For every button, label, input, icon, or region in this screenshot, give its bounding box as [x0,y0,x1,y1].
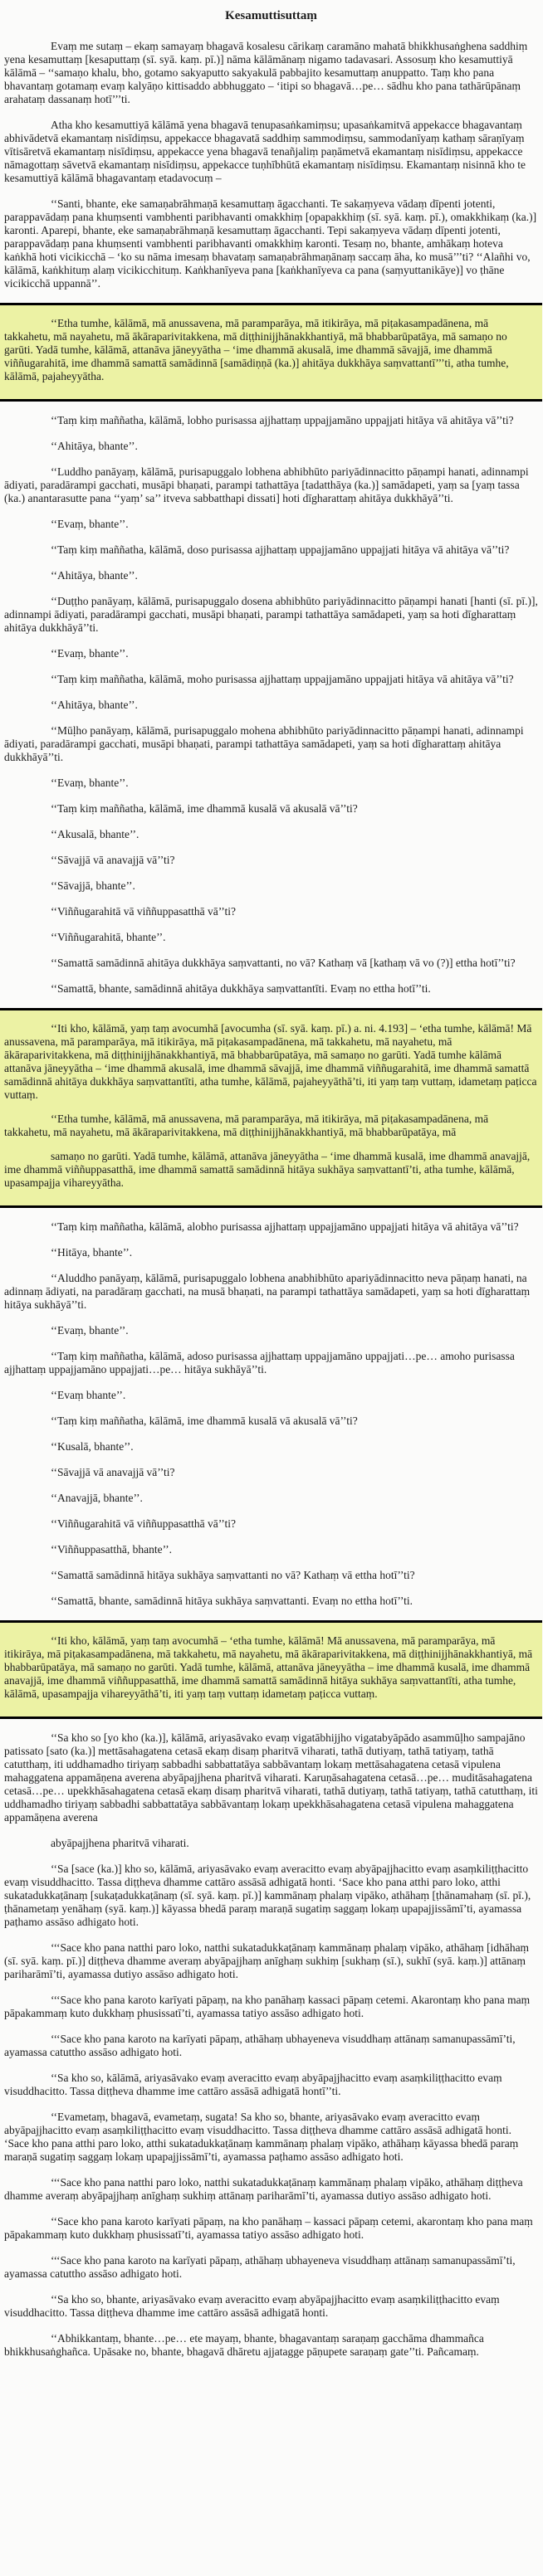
highlighted-paragraph: ‘‘Iti kho, kālāmā, yaṃ taṃ avocumhā – ‘etha tumhe, kālāmā! Mā anussavena, mā paramparāya, mā itikirāya, mā piṭakasampadānena, mā takkahetu, mā nayahetu, mā ākāraparivitakkena, mā diṭṭhinijjhānakkhantiyā, mā bhabbarūpatāya, mā samaṇo no garūti. Yadā tumhe, kālāmā, attanāva jāneyyātha – ime dhammā kusalā, ime dhammā anavajjā, ime dhammā viññuppasatthā, ime dhammā samattā samādinnā hitāya sukhāya saṃvattantīti, atha tumhe, kālāmā, upasampajja vihareyyāthā’ti, iti yaṃ taṃ vuttaṃ idametaṃ paṭicca vuttaṃ. [4,1634,533,1700]
paragraph: ‘‘Taṃ kiṃ maññatha, kālāmā, alobho purisassa ajjhattaṃ uppajjamāno uppajjati hitāya vā ahitāya vā’’ti? [51,1220,519,1233]
paragraph: ‘‘Akusalā, bhante’’. [51,828,139,840]
paragraph: ‘‘Samattā, bhante, samādinnā ahitāya dukkhāya saṃvattantīti. Evaṃ no ettha hotī’’ti. [51,982,431,995]
paragraph: ‘‘Taṃ kiṃ maññatha, kālāmā, doso purisassa ajjhattaṃ uppajjamāno uppajjati hitāya vā ahitāya vā’’ti? [51,543,510,556]
paragraph: ‘‘Viññugarahitā vā viññuppasatthā vā’’ti? [51,1517,236,1530]
paragraph: abyāpajjhena pharitvā viharati. [51,1837,189,1849]
highlighted-passage [0,1620,542,1719]
paragraph: ‘‘Evaṃ, bhante’’. [51,777,129,789]
paragraph: ‘‘Duṭṭho panāyaṃ, kālāmā, purisapuggalo dosena abhibhūto pariyādinnacitto pāṇampi hanati [hanti (sī. pī.)], adinnampi ādiyati, paradārampi gacchati, musāpi bhaṇati, parampi tathattāya samādapeti, yaṃ sa hoti dīgharattaṃ ahitāya dukkhāyā’’ti. [4,595,538,634]
paragraph: ‘‘‘Sace kho pana karoto na karīyati pāpaṃ, athāhaṃ ubhayeneva visuddhaṃ attānaṃ samanupassāmī’ti, ayamassa catuttho assāso adhigato hoti. [4,2033,516,2058]
paragraph: ‘‘Hitāya, bhante’’. [51,1246,133,1259]
paragraph: ‘‘Taṃ kiṃ maññatha, kālāmā, ime dhammā kusalā vā akusalā vā’’ti? [51,1415,358,1427]
paragraph: ‘‘Ahitāya, bhante’’. [51,440,138,452]
paragraph: ‘‘Viññugarahitā vā viññuppasatthā vā’’ti? [51,905,236,918]
paragraph: ‘‘Evaṃ, bhante’’. [51,1324,129,1337]
paragraph: ‘‘Viññugarahitā, bhante’’. [51,931,166,943]
paragraph: ‘‘Samattā samādinnā ahitāya dukkhāya saṃvattanti, no vā? Kathaṃ vā [kathaṃ vā vo (?)] ettha hotī’’ti? [51,957,516,969]
paragraph: ‘‘Sa [sace (ka.)] kho so, kālāmā, ariyasāvako evaṃ averacitto evaṃ abyāpajjhacitto evaṃ asaṃkiliṭṭhacitto evaṃ visuddhacitto. Tassa diṭṭheva dhamme cattāro assāsā adhigatā honti. ‘Sace kho pana atthi paro loko, atthi sukatadukkaṭānaṃ [sukaṭadukkaṭānaṃ (sī. syā. kaṃ. pī.)] kammānaṃ phalaṃ vipāko, athāhaṃ [ṭhānamahaṃ (sī. pī.), ṭhānametaṃ yenāhaṃ (syā. kaṃ.)] kāyassa bhedā paraṃ maraṇā sugatiṃ saggaṃ lokaṃ upapajjissāmī’ti, ayamassa paṭhamo assāso adhigato hoti. [4,1863,531,1928]
paragraph: ‘‘Taṃ kiṃ maññatha, kālāmā, adoso purisassa ajjhattaṃ uppajjamāno uppajjati…pe… amoho purisassa ajjhattaṃ uppajjamāno uppajjati…pe… hitāya sukhāyā’’ti. [4,1350,515,1376]
paragraph: ‘‘Mūḷho panāyaṃ, kālāmā, purisapuggalo mohena abhibhūto pariyādinnacitto pāṇampi hanati, adinnampi ādiyati, paradārampi gacchati, musāpi bhaṇati, parampi tathattāya samādapeti, yaṃ sa hoti dīgharattaṃ ahitāya dukkhāyā’’ti. [4,724,524,763]
paragraph: ‘‘Taṃ kiṃ maññatha, kālāmā, moho purisassa ajjhattaṃ uppajjamāno uppajjati hitāya vā ahitāya vā’’ti? [51,673,514,685]
paragraph: ‘‘Sa kho so, bhante, ariyasāvako evaṃ averacitto evaṃ abyāpajjhacitto evaṃ asaṃkiliṭṭhacitto evaṃ visuddhacitto. Tassa diṭṭheva dhamme ime cattāro assāsā adhigatā honti. [4,2293,500,2319]
paragraph: ‘‘‘Sace kho pana natthi paro loko, natthi sukatadukkaṭānaṃ kammānaṃ phalaṃ vipāko, athāhaṃ [idhāhaṃ (sī. syā. kaṃ. pī.)] diṭṭheva dhamme averaṃ abyāpajjhaṃ anīghaṃ sukhiṃ [sukhaṃ (sī.), sukhī (syā. kaṃ.)] attānaṃ pariharāmī’ti, ayamassa dutiyo assāso adhigato hoti. [4,1941,530,1980]
paragraph: ‘‘Luddho panāyaṃ, kālāmā, purisapuggalo lobhena abhibhūto pariyādinnacitto pāṇampi hanati, adinnampi ādiyati, paradārampi gacchati, musāpi bhaṇati, parampi tathattāya [tadatthāya (ka.)] samādapeti, yaṃ sa [yaṃ tassa (ka.) anantarasutte pana ‘‘yaṃ’ sa’’ itveva sabbatthapi dissati] hoti dīgharattaṃ ahitāya dukkhāyā’’ti. [4,465,529,504]
paragraph: ‘‘Samattā, bhante, samādinnā hitāya sukhāya saṃvattanti. Evaṃ no ettha hotī’’ti. [51,1595,413,1607]
paragraph: ‘‘Santi, bhante, eke samaṇabrāhmaṇā kesamuttaṃ āgacchanti. Te sakaṃyeva vādaṃ dīpenti jotenti, parappavādaṃ pana khuṃsenti vambhenti paribhavanti omakkhiṃ [opapakkhiṃ (sī. syā. kaṃ. pī.), omakkhikaṃ (ka.)] karonti. Aparepi, bhante, eke samaṇabrāhmaṇā kesamuttaṃ āgacchanti. Tepi sakaṃyeva vādaṃ dīpenti jotenti, parappavādaṃ pana khuṃsenti vambhenti paribhavanti omakkhiṃ karonti. Tesaṃ no, bhante, amhākaṃ hoteva kaṅkhā hoti vicikicchā – ‘ko su nāma imesaṃ bhavataṃ samaṇabrāhmaṇānaṃ saccaṃ āha, ko musā’’’ti? ‘‘Alañhi vo, kālāmā, kaṅkhituṃ alaṃ vicikicchituṃ. Kaṅkhanīyeva pana [kaṅkhanīyeva ca pana (saṃyuttanikāye)] vo ṭhāne vicikicchā uppannā’’. [4,197,537,290]
paragraph: ‘‘Samattā samādinnā hitāya sukhāya saṃvattanti no vā? Kathaṃ vā ettha hotī’’ti? [51,1569,415,1581]
paragraph: ‘‘‘Sace kho pana karoto karīyati pāpaṃ, na kho panāhaṃ kassaci pāpaṃ cetemi. Akarontaṃ kho pana maṃ pāpakammaṃ kuto dukkhaṃ phusissatī’ti, ayamassa tatiyo assāso adhigato hoti. [4,1994,531,2019]
paragraph: ‘‘Sāvajjā, bhante’’. [51,879,135,892]
paragraph: Atha kho kesamuttiyā kālāmā yena bhagavā tenupasaṅkamiṃsu; upasaṅkamitvā appekacce bhagavantaṃ abhivādetvā ekamantaṃ nisīdiṃsu, appekacce bhagavatā saddhiṃ sammodiṃsu, sammodanīyaṃ kathaṃ sāraṇīyaṃ vītisāretvā ekamantaṃ nisīdiṃsu, appekacce yena bhagavā tenañjaliṃ paṇāmetvā ekamantaṃ nisīdiṃsu, appekacce nāmagottaṃ sāvetvā ekamantaṃ nisīdiṃsu, appekacce tuṇhībhūtā ekamantaṃ nisīdiṃsu. Ekamantaṃ nisinnā kho te kesamuttiyā kālāmā bhagavantaṃ etadavocuṃ – [4,119,526,184]
paragraph: ‘‘Viññuppasatthā, bhante’’. [51,1543,173,1556]
document-title: Kesamuttisuttaṃ [225,9,317,22]
highlighted-passage [0,1008,542,1208]
highlighted-paragraph: samaṇo no garūti. Yadā tumhe, kālāmā, attanāva jāneyyātha – ‘ime dhammā kusalā, ime dhammā anavajjā, ime dhammā viññuppasatthā, ime dhammā samattā samādinnā hitāya sukhāya saṃvattantī’ti, atha tumhe, kālāmā, upasampajja vihareyyātha. [4,1150,531,1189]
paragraph: ‘‘Sāvajjā vā anavajjā vā’’ti? [51,1466,175,1478]
paragraph: ‘‘Taṃ kiṃ maññatha, kālāmā, ime dhammā kusalā vā akusalā vā’’ti? [51,802,358,815]
paragraph: ‘‘Sa kho so, kālāmā, ariyasāvako evaṃ averacitto evaṃ abyāpajjhacitto evaṃ asaṃkiliṭṭhacitto evaṃ visuddhacitto. Tassa diṭṭheva dhamme ime cattāro assāsā adhigatā hontī’’ti. [4,2072,502,2097]
paragraph: ‘‘Ahitāya, bhante’’. [51,569,138,582]
paragraph: ‘‘Anavajjā, bhante’’. [51,1492,143,1504]
highlighted-paragraph: ‘‘Etha tumhe, kālāmā, mā anussavena, mā paramparāya, mā itikirāya, mā piṭakasampadānena, mā takkahetu, mā nayahetu, mā ākāraparivitakkena, mā diṭṭhinijjhānakkhantiyā, mā bhabbarūpatāya, mā samaṇo no garūti. Yadā tumhe, kālāmā, attanāva jāneyyātha – ‘ime dhammā akusalā, ime dhammā sāvajjā, ime dhammā viññugarahitā, ime dhammā samattā samādinnā [samādiṇṇā (ka.)] ahitāya dukkhāya saṃvattantī’’’ti, atha tumhe, kālāmā, pajaheyyātha. [4,317,509,382]
sutta-text-body [4,40,538,2359]
paragraph: ‘‘Evaṃ bhante’’. [51,1389,126,1401]
paragraph: ‘‘Evaṃ, bhante’’. [51,518,129,530]
paragraph: ‘‘‘Sace kho pana natthi paro loko, natthi sukatadukkaṭānaṃ kammānaṃ phalaṃ vipāko, athāhaṃ diṭṭheva dhamme averaṃ abyāpajjhaṃ anīghaṃ sukhiṃ attānaṃ pariharāmī’ti, ayamassa dutiyo assāso adhigato hoti. [4,2176,523,2202]
paragraph: ‘‘Kusalā, bhante’’. [51,1440,134,1453]
paragraph: ‘‘Evaṃ, bhante’’. [51,647,129,660]
highlighted-passage [0,303,542,402]
paragraph: ‘‘‘Sace kho pana karoto na karīyati pāpaṃ, athāhaṃ ubhayeneva visuddhaṃ attānaṃ samanupassāmī’ti, ayamassa catuttho assāso adhigato hoti. [4,2254,516,2280]
highlighted-paragraph: ‘‘Iti kho, kālāmā, yaṃ taṃ avocumhā [avocumha (sī. syā. kaṃ. pī.) a. ni. 4.193] – ‘etha tumhe, kālāmā! Mā anussavena, mā paramparāya, mā itikirāya, mā piṭakasampadānena, mā takkahetu, mā nayahetu, mā ākāraparivitakkena, mā diṭṭhinijjhānakkhantiyā, mā bhabbarūpatāya, mā samaṇo no garūti. Yadā tumhe kālāmā attanāva jāneyyātha – ‘ime dhammā akusalā, ime dhammā sāvajjā, ime dhammā viññugarahitā, ime dhammā samattā samādinnā ahitāya dukkhāya saṃvattantīti, atha tumhe, kālāmā, pajaheyyāthā’ti, iti yaṃ taṃ vuttaṃ, idametaṃ paṭicca vuttaṃ. [4,1022,537,1101]
paragraph: ‘‘Sa kho so [yo kho (ka.)], kālāmā, ariyasāvako evaṃ vigatābhijjho vigatabyāpādo asammūḷho sampajāno patissato [sato (ka.)] mettāsahagatena cetasā ekaṃ disaṃ pharitvā viharati, tathā dutiyaṃ, tathā tatiyaṃ, tathā catutthaṃ, iti uddhamadho tiriyaṃ sabbadhi sabbattatāya sabbāvantaṃ lokaṃ mettāsahagatena cetasā vipulena mahaggatena appamāṇena averena abyāpajjhena pharitvā viharati. Karuṇāsahagatena cetasā…pe… muditāsahagatena cetasā…pe… upekkhāsahagatena cetasā ekaṃ disaṃ pharitvā viharati, tathā dutiyaṃ, tathā tatiyaṃ, tathā catutthaṃ, iti uddhamadho tiriyaṃ sabbadhi sabbattatāya sabbāvantaṃ lokaṃ upekkhāsahagatena cetasā vipulena mahaggatena appamāṇena averena [4,1731,538,1824]
paragraph: ‘‘Sace kho pana karoto karīyati pāpaṃ, na kho panāhaṃ – kassaci pāpaṃ cetemi, akarontaṃ kho pana maṃ pāpakammaṃ kuto dukkhaṃ phusissatī’ti, ayamassa tatiyo assāso adhigato hoti. [4,2215,533,2241]
paragraph: ‘‘Ahitāya, bhante’’. [51,699,138,711]
paragraph: ‘‘Sāvajjā vā anavajjā vā’’ti? [51,854,175,866]
paragraph: ‘‘Abhikkantaṃ, bhante…pe… ete mayaṃ, bhante, bhagavantaṃ saraṇaṃ gacchāma dhammañca bhikkhusaṅghañca. Upāsake no, bhante, bhagavā dhāretu ajjatagge pāṇupete saraṇaṃ gate’’ti. Pañcamaṃ. [4,2332,484,2358]
highlighted-paragraph: ‘‘Etha tumhe, kālāmā, mā anussavena, mā paramparāya, mā itikirāya, mā piṭakasampadānena, mā takkahetu, mā nayahetu, mā ākāraparivitakkena, mā diṭṭhinijjhānakkhantiyā, mā bhabbarūpatāya, mā [4,1113,489,1138]
paragraph: ‘‘Evametaṃ, bhagavā, evametaṃ, sugata! Sa kho so, bhante, ariyasāvako evaṃ averacitto evaṃ abyāpajjhacitto evaṃ asaṃkiliṭṭhacitto evaṃ visuddhacitto. Tassa diṭṭheva dhamme cattāro assāsā adhigatā honti. ‘Sace kho pana atthi paro loko, atthi sukatadukkaṭānaṃ kammānaṃ phalaṃ vipāko, athāhaṃ kāyassa bhedā paraṃ maraṇā sugatiṃ saggaṃ lokaṃ upapajjissāmī’ti, ayamassa paṭhamo assāso adhigato hoti. [4,2111,519,2163]
paragraph: Evaṃ me sutaṃ – ekaṃ samayaṃ bhagavā kosalesu cārikaṃ caramāno mahatā bhikkhusaṅghena saddhiṃ yena kesamuttaṃ [kesaputtaṃ (sī. syā. kaṃ. pī.)] nāma kālāmānaṃ nigamo tadavasari. Assosuṃ kho kesamuttiyā kālāmā – ‘‘samaṇo khalu, bho, gotamo sakyaputto sakyakulā pabbajito kesamuttaṃ anuppatto. Taṃ kho pana bhavantaṃ gotamaṃ evaṃ kalyāṇo kittisaddo abbhuggato – ‘itipi so bhagavā…pe… sādhu kho pana tathārūpānaṃ arahataṃ dassanaṃ hotī’’’ti. [4,40,528,105]
paragraph: ‘‘Aluddho panāyaṃ, kālāmā, purisapuggalo lobhena anabhibhūto apariyādinnacitto neva pāṇaṃ hanati, na adinnaṃ ādiyati, na paradāraṃ gacchati, na musā bhaṇati, na parampi tathattāya samādapeti, yaṃ sa hoti dīgharattaṃ hitāya sukhāyā’’ti. [4,1272,531,1311]
paragraph: ‘‘Taṃ kiṃ maññatha, kālāmā, lobho purisassa ajjhattaṃ uppajjamāno uppajjati hitāya vā ahitāya vā’’ti? [51,414,514,426]
